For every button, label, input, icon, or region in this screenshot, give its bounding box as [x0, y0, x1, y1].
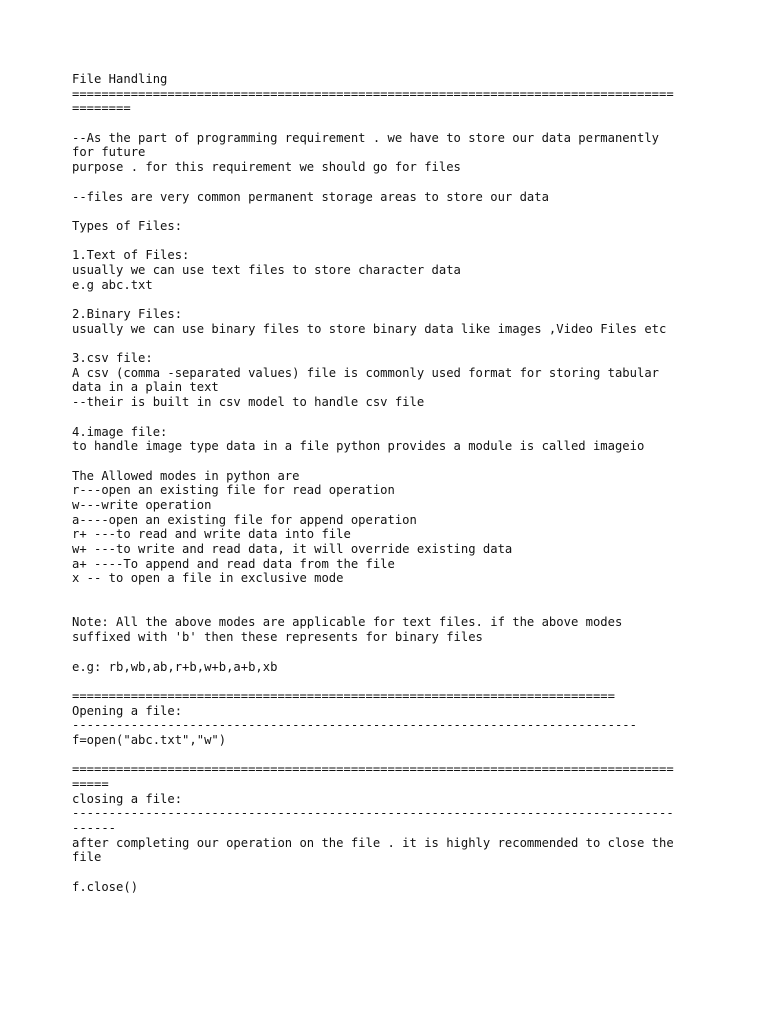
- file-type-heading: 4.image file:: [72, 424, 168, 439]
- file-type-line: data in a plain text: [72, 380, 219, 395]
- closing-rule: ==================================================================================: [72, 762, 674, 777]
- closing-rule-continued: =====: [72, 777, 109, 791]
- opening-heading: Opening a file:: [72, 703, 183, 718]
- note-line: suffixed with 'b' then these represents for binary files: [72, 630, 483, 645]
- title-rule-continued: ========: [72, 101, 131, 116]
- intro-line: --files are very common permanent storage areas to store our data: [72, 189, 549, 204]
- file-type-line: usually we can use binary files to store binary data like images ,Video Files etc: [72, 321, 667, 336]
- mode-item: x -- to open a file in exclusive mode: [72, 571, 344, 586]
- closing-heading: closing a file:: [72, 791, 183, 806]
- mode-examples: e.g: rb,wb,ab,r+b,w+b,a+b,xb: [72, 659, 278, 674]
- mode-item: r+ ---to read and write data into file: [72, 527, 351, 542]
- mode-item: w+ ---to write and read data, it will override existing data: [72, 542, 513, 556]
- intro-line: purpose . for this requirement we should go for files: [72, 160, 461, 175]
- opening-rule: ==========================================================================: [72, 688, 615, 703]
- closing-line: after completing our operation on the file . it is highly recommended to close the: [72, 835, 674, 850]
- types-heading: Types of Files:: [72, 218, 183, 233]
- file-type-line: A csv (comma -separated values) file is commonly used format for storing tabular: [72, 365, 659, 380]
- mode-item: r---open an existing file for read operation: [72, 483, 395, 498]
- file-type-heading: 2.Binary Files:: [72, 307, 183, 321]
- mode-item: a----open an existing file for append operation: [72, 512, 417, 527]
- modes-heading: The Allowed modes in python are: [72, 468, 300, 483]
- note-line: Note: All the above modes are applicable for text files. if the above modes: [72, 615, 623, 630]
- file-type-line: e.g abc.txt: [72, 277, 153, 292]
- closing-dash-rule: ----------------------------------------------------------------------------------: [72, 806, 674, 821]
- closing-line: file: [72, 850, 102, 865]
- mode-item: a+ ----To append and read data from the file: [72, 556, 395, 571]
- title-rule: ==================================================================================: [72, 86, 674, 101]
- file-type-line: usually we can use text files to store character data: [72, 262, 461, 277]
- mode-item: w---write operation: [72, 497, 212, 512]
- file-type-heading: 3.csv file:: [72, 351, 153, 366]
- document-body: [72, 72, 712, 895]
- intro-line: --As the part of programming requirement . we have to store our data permanently: [72, 130, 659, 145]
- intro-line: for future: [72, 145, 146, 160]
- file-type-line: --their is built in csv model to handle csv file: [72, 395, 425, 410]
- file-type-line: to handle image type data in a file python provides a module is called imageio: [72, 439, 645, 454]
- closing-dash-rule-continued: ------: [72, 821, 117, 836]
- closing-code: f.close(): [72, 879, 139, 894]
- file-type-heading: 1.Text of Files:: [72, 248, 190, 263]
- opening-code: f=open("abc.txt","w"): [72, 732, 227, 747]
- opening-dash-rule: -----------------------------------------------------------------------------: [72, 718, 637, 733]
- document-title: File Handling: [72, 72, 168, 86]
